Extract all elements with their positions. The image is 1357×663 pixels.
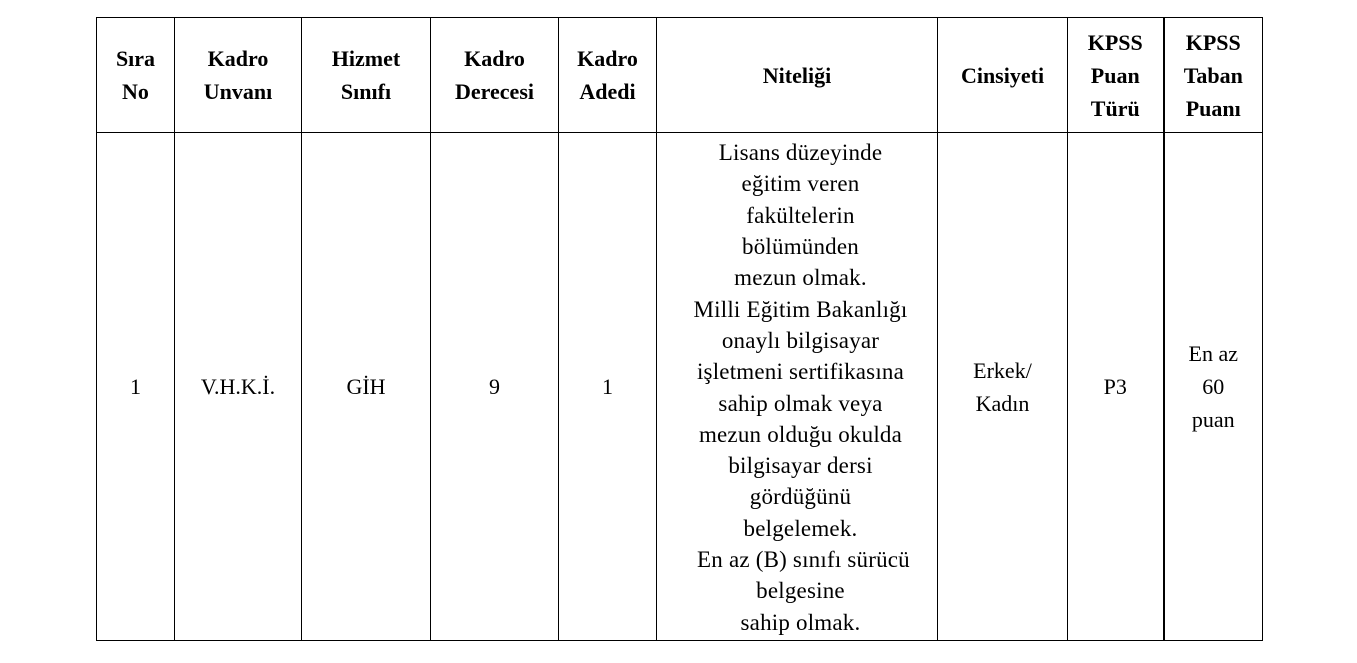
- header-hizmet-sinifi: Hizmet Sınıfı: [302, 18, 431, 133]
- cell-kadro-adedi: 1: [559, 133, 657, 641]
- cell-kpss-puan-turu: P3: [1068, 133, 1164, 641]
- cell-kpss-taban-puani: En az 60 puan: [1164, 133, 1263, 641]
- cell-kadro-derecesi: 9: [431, 133, 559, 641]
- header-kadro-derecesi: Kadro Derecesi: [431, 18, 559, 133]
- cell-hizmet-sinifi: GİH: [302, 133, 431, 641]
- header-kpss-puan-turu: KPSS Puan Türü: [1068, 18, 1164, 133]
- cell-kadro-unvani: V.H.K.İ.: [175, 133, 302, 641]
- header-kpss-taban-puani: KPSS Taban Puanı: [1164, 18, 1263, 133]
- cell-niteligi: Lisans düzeyinde eğitim veren fakültelerin bölümünden mezun olmak. Milli Eğitim Bakanlığı onaylı bilgisayar işletmeni sertifikasına sahip olmak veya mezun olduğu okulda bilgisayar dersi gördüğünü belgelemek. En az (B) sınıfı sürücü belgesine sahip olmak.: [657, 133, 938, 641]
- header-niteligi: Niteliği: [657, 18, 938, 133]
- header-kadro-unvani: Kadro Unvanı: [175, 18, 302, 133]
- header-cinsiyeti: Cinsiyeti: [938, 18, 1068, 133]
- header-sira-no: Sıra No: [97, 18, 175, 133]
- staff-position-table: [96, 17, 1263, 641]
- cell-cinsiyeti: Erkek/ Kadın: [938, 133, 1068, 641]
- header-kadro-adedi: Kadro Adedi: [559, 18, 657, 133]
- header-row: [97, 18, 1263, 133]
- cell-sira-no: 1: [97, 133, 175, 641]
- table-row: [97, 133, 1263, 641]
